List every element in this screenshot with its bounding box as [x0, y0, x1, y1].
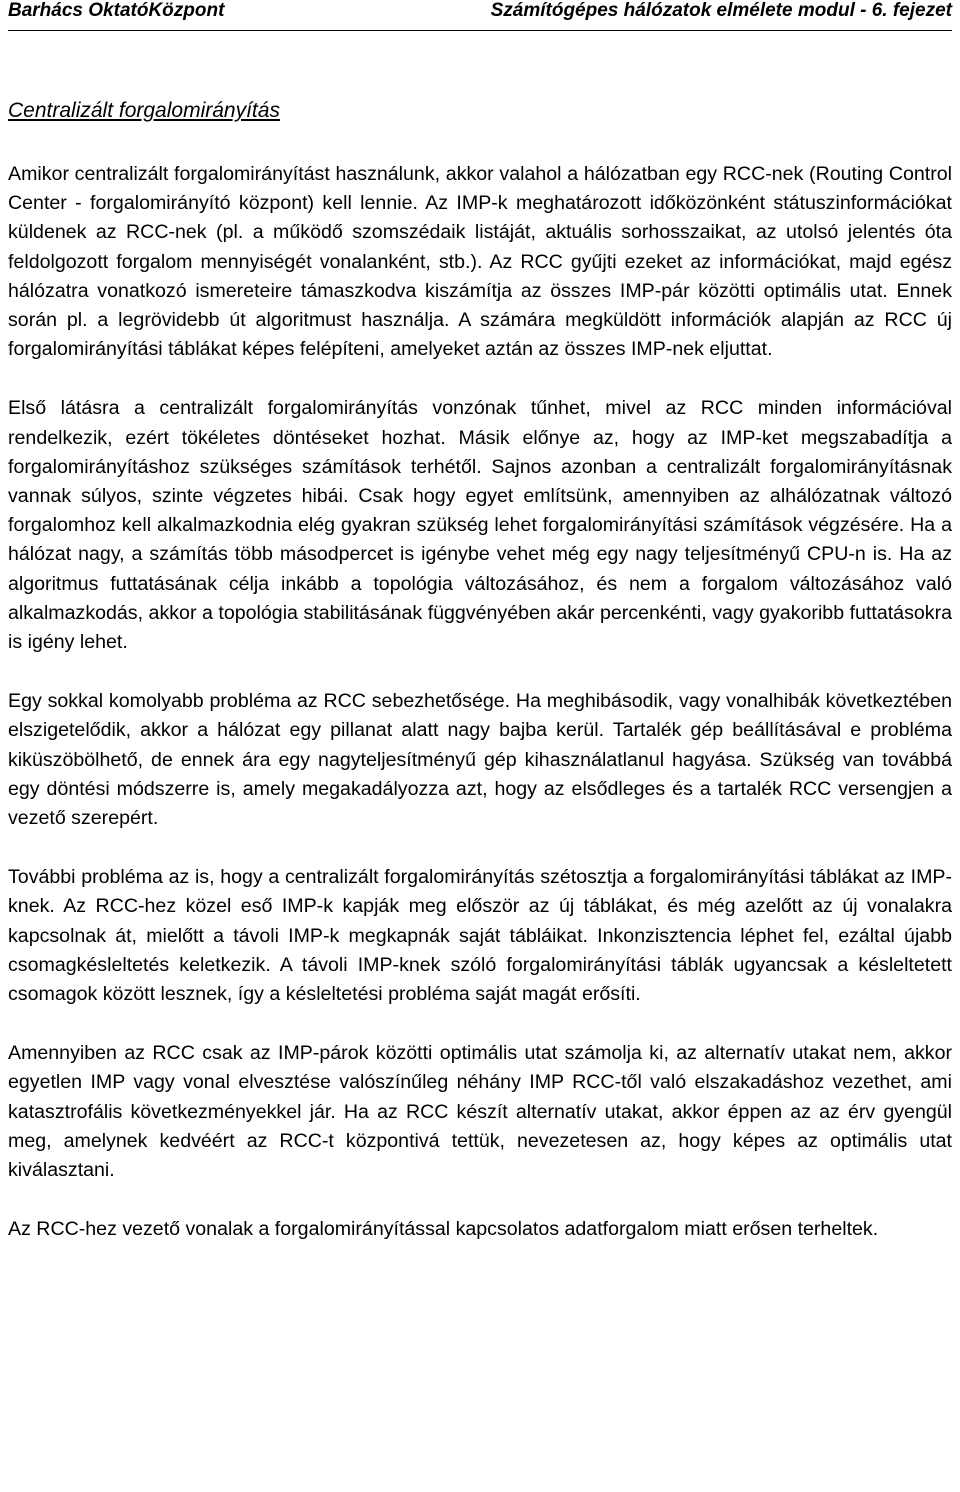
- paragraph: Amikor centralizált forgalomirányítást használunk, akkor valahol a hálózatban egy RCC-nek (Routing Control Center - forgalomirányító központ) kell lennie. Az IMP-k meghatározott időközönként státuszinformációkat küldenek az RCC-nek (pl. a működő szomszédaik listáját, aktuális sorhosszaikat, az utolsó jelentés óta feldolgozott forgalom mennyiségét vonalanként, stb.). Az RCC gyűjti ezeket az információkat, majd egész hálózatra vonatkozó ismereteire támaszkodva kiszámítja az összes IMP-pár közötti optimális utat. Ennek során pl. a legrövidebb út algoritmust használja. A számára megküldött információk alapján az RCC új forgalomirányítási táblákat képes felépíteni, amelyeket aztán az összes IMP-nek eljuttat.: [8, 163, 952, 361]
- document-body: [8, 160, 952, 1245]
- paragraph: Egy sokkal komolyabb probléma az RCC sebezhetősége. Ha meghibásodik, vagy vonalhibák következtében elszigetelődik, akkor a hálózat egy pillanat alatt nagy bajba kerül. Tartalék gép beállításával e probléma kiküszöbölhető, de ennek ára egy nagyteljesítményű gép kihasználatlanul hagyása. Szükség van továbbá egy döntési módszerre is, amely megakadályozza azt, hogy az elsődleges és a tartalék RCC versengjen a vezető szerepért.: [8, 690, 952, 830]
- paragraph: Első látásra a centralizált forgalomirányítás vonzónak tűnhet, mivel az RCC minden információval rendelkezik, ezért tökéletes döntéseket hozhat. Másik előnye az, hogy az IMP-ket megszabadítja a forgalomirányításhoz szükséges számítások terhétől. Sajnos azonban a centralizált forgalomirányításnak vannak súlyos, szinte végzetes hibái. Csak hogy egyet említsünk, amennyiben az alhálózatnak változó forgalomhoz kell alkalmazkodnia elég gyakran szükség lehet forgalomirányítási számítások végzésére. Ha a hálózat nagy, a számítás több másodpercet is igénybe vehet még egy nagy teljesítményű CPU-n is. Ha az algoritmus futtatásának célja inkább a topológia változásához, és nem a forgalom változásához való alkalmazkodás, akkor a topológia stabilitásának függvényében akár percenkénti, vagy gyakoribb futtatásokra is igény lehet.: [8, 397, 952, 654]
- section-title: Centralizált forgalomirányítás: [8, 99, 280, 122]
- paragraph: Amennyiben az RCC csak az IMP-párok közötti optimális utat számolja ki, az alternatív utakat nem, akkor egyetlen IMP vagy vonal elvesztése valószínűleg néhány IMP RCC-től való elszakadáshoz vezethet, ami katasztrofális következményekkel jár. Ha az RCC készít alternatív utakat, akkor éppen az az érv gyengül meg, amelynek kedvéért az RCC-t központivá tettük, nevezetesen az, hogy képes az optimális utat kiválasztani.: [8, 1042, 952, 1182]
- header-right-text: Számítógépes hálózatok elmélete modul - 6. fejezet: [490, 0, 952, 21]
- header-left-text: Barhács OktatóKözpont: [8, 0, 225, 21]
- paragraph: Az RCC-hez vezető vonalak a forgalomirányítással kapcsolatos adatforgalom miatt erősen terheltek.: [8, 1218, 879, 1241]
- paragraph: További probléma az is, hogy a centralizált forgalomirányítás szétosztja a forgalomirányítási táblákat az IMP-knek. Az RCC-hez közel eső IMP-k kapják meg először az új táblákat, és még azelőtt az új vonalakra kapcsolnak át, mielőtt a távoli IMP-k megkapnák saját tábláikat. Inkonzisztencia léphet fel, ezáltal újabb csomagkésleltetés keletkezik. A távoli IMP-knek szóló forgalomirányítási táblák ugyancsak a késleltetett csomagok között lesznek, így a késleltetési probléma saját magát erősíti.: [8, 866, 952, 1006]
- page-header: [8, 0, 952, 31]
